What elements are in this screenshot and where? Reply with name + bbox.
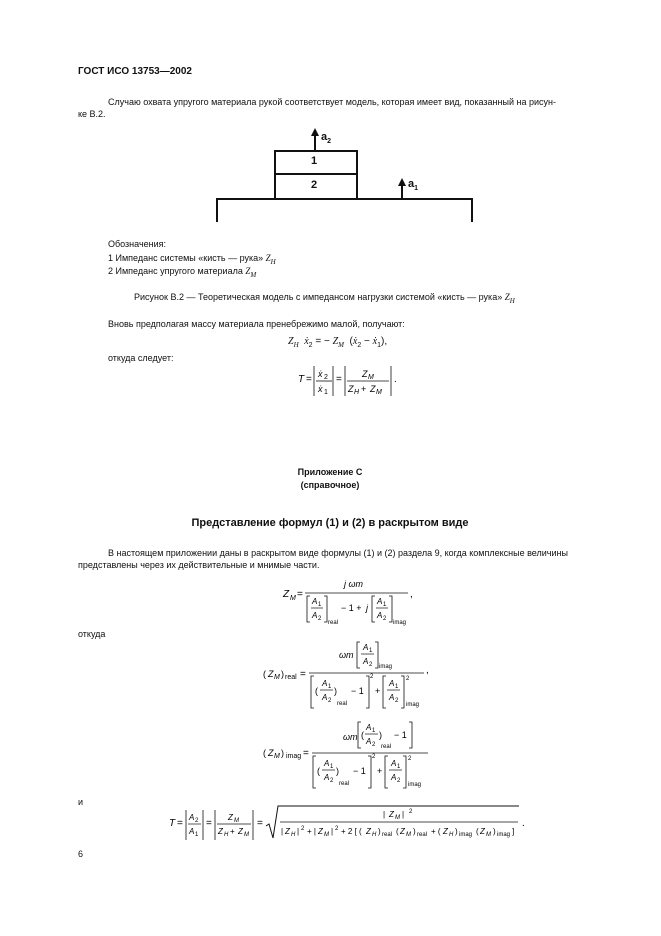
svg-text:1: 1 [328,684,332,690]
svg-text:M: M [406,832,411,838]
svg-text:2: 2 [370,674,374,680]
svg-text:H: H [372,832,377,838]
svg-text:M: M [376,389,382,396]
svg-text:A: A [391,773,397,782]
svg-text:real: real [285,674,297,681]
svg-text:Z: Z [400,827,405,836]
svg-text:imag: imag [379,664,393,670]
svg-text:+: + [377,766,383,776]
legend-item-2-text: 2 Импеданс упругого материала [108,266,243,276]
svg-text:=: = [257,818,263,829]
svg-text:2: 2 [330,778,334,784]
para-again: Вновь предполагая массу материала пренебрежимо малой, получают: [108,319,405,329]
svg-text:2: 2 [383,616,387,622]
svg-text:1: 1 [383,602,387,608]
svg-text:1: 1 [395,684,399,690]
svg-text:=: = [303,748,309,759]
svg-text:Z: Z [443,827,448,836]
svg-text:M: M [290,595,296,602]
svg-text:2: 2 [369,662,373,668]
svg-text:imag: imag [286,753,302,760]
svg-text:): ) [493,827,496,836]
caption-sub: H [509,296,515,305]
svg-text:2: 2 [195,818,199,824]
svg-text:(: ( [361,730,364,740]
svg-text:): ) [413,827,416,836]
body-line-2: представлены через их действительные и мнимые части. [78,560,320,570]
svg-text:A: A [389,693,395,702]
svg-text:=: = [206,818,212,829]
svg-text:A: A [363,643,369,652]
svg-text:real: real [337,701,348,707]
caption-sym: Z [504,292,510,302]
svg-text:A: A [377,597,383,606]
svg-text:Z: Z [348,384,354,394]
svg-text:=: = [336,374,342,385]
svg-text:1: 1 [372,728,376,734]
svg-text:Z: Z [228,813,233,822]
svg-text:M: M [244,832,249,838]
svg-text:ẋ: ẋ [318,384,323,394]
svg-text:A: A [377,611,383,620]
svg-text:Z: Z [283,589,290,600]
svg-text:1: 1 [195,832,199,838]
svg-text:Z: Z [480,827,485,836]
section-title: Представление формул (1) и (2) в раскрытом виде [191,517,469,529]
a2-sub: 2 [327,138,332,146]
svg-text:H: H [224,832,229,838]
svg-text:real: real [328,620,339,626]
svg-text:A: A [389,679,395,688]
svg-text:.: . [394,374,397,385]
svg-text:): ) [378,827,381,836]
body-line-1: В настоящем приложении даны в раскрытом виде формулы (1) и (2) раздела 9, когда комплексные величины [108,548,568,558]
svg-text:|: | [331,827,334,836]
svg-text:− 1: − 1 [353,766,366,776]
svg-text:A: A [322,679,328,688]
svg-text:H: H [449,832,454,838]
svg-text:imag: imag [408,782,422,788]
svg-text:imag: imag [406,702,420,708]
svg-text:): ) [455,827,458,836]
svg-text:Z: Z [362,369,368,379]
svg-text:Z: Z [218,827,223,836]
document-header: ГОСТ ИСО 13753—2002 [78,66,192,77]
block-2-label: 2 [311,179,318,191]
svg-text:2: 2 [372,754,376,760]
svg-text:imag: imag [497,832,511,838]
formula-impedance-balance: $Z_H$ $ẋ_2$ = − $Z_M$ ($ẋ_2$ − $ẋ_1$), [288,336,388,349]
svg-text:=: = [177,818,183,829]
svg-text:=: = [297,589,303,600]
svg-text:): ) [334,686,337,696]
svg-text:]: ] [512,827,515,836]
svg-text:ẋ: ẋ [318,369,323,379]
and-text: и [78,797,84,807]
svg-text:2: 2 [324,374,328,381]
a1-sub: 1 [414,185,419,193]
svg-text:A: A [363,657,369,666]
svg-text:A: A [322,693,328,702]
svg-text:(: ( [476,827,479,836]
svg-text:M: M [324,832,329,838]
a1-base: a [408,178,415,190]
svg-text:M: M [274,753,280,760]
legend-item-1-text: 1 Импеданс системы «кисть — рука» [108,253,264,263]
a2-base: a [321,131,328,143]
svg-text:Z: Z [366,827,371,836]
svg-text:2: 2 [372,742,376,748]
svg-text:1: 1 [397,764,401,770]
svg-text:− 1: − 1 [351,686,364,696]
svg-text:− 1: − 1 [394,730,407,740]
svg-text:=: = [300,669,306,680]
svg-text:Z: Z [268,748,274,758]
svg-text:1: 1 [369,648,373,654]
svg-text:H: H [354,389,360,396]
legend-title: Обозначения: [108,239,167,249]
svg-text:(: ( [317,766,320,776]
svg-text:=: = [306,374,312,385]
svg-text:+: + [361,384,367,394]
intro-line-2: ке В.2. [78,109,106,119]
svg-text:M: M [486,832,491,838]
svg-text:2: 2 [395,698,399,704]
page-number: 6 [78,849,84,859]
svg-text:− 1 +: − 1 + [341,603,362,613]
svg-text:H: H [291,832,296,838]
svg-text:Z: Z [389,810,394,819]
legend-item-2-sub: M [250,270,257,279]
svg-text:|: | [297,827,300,836]
svg-text:A: A [324,759,330,768]
svg-text:M: M [274,674,280,681]
svg-text:imag: imag [459,832,473,838]
svg-text:2: 2 [301,826,305,832]
svg-text:): ) [281,669,284,679]
svg-text:Z: Z [285,827,290,836]
svg-text:+: + [375,686,381,696]
svg-text:imag: imag [393,620,407,626]
svg-text:2: 2 [397,778,401,784]
caption-text: Рисунок В.2 — Теоретическая модель с импедансом нагрузки системой «кисть — рука» [134,292,503,302]
svg-text:real: real [339,781,350,787]
svg-text:Z: Z [370,384,376,394]
svg-text:,: , [410,589,413,600]
svg-text:A: A [312,597,318,606]
svg-text:Z: Z [238,827,243,836]
svg-text:(: ( [396,827,399,836]
svg-text:(: ( [315,686,318,696]
svg-text:(: ( [263,669,266,679]
svg-text:+: + [230,827,235,836]
svg-text:2: 2 [335,826,339,832]
whence-text: откуда следует: [108,353,174,363]
legend-item-1-sub: H [270,257,276,266]
svg-text:real: real [381,744,392,750]
svg-text:): ) [281,748,284,758]
otkuda-text: откуда [78,629,106,639]
svg-text:A: A [366,737,372,746]
svg-text:A: A [189,827,195,836]
svg-text:+ 2 [ (: + 2 [ ( [341,827,362,836]
svg-text:Z: Z [268,669,274,679]
svg-text:A: A [324,773,330,782]
svg-text:Z: Z [318,827,323,836]
svg-text:|: | [383,810,386,819]
svg-text:A: A [366,723,372,732]
svg-text:j ωm: j ωm [344,579,364,589]
legend-item-1-sym: Z [265,253,271,263]
svg-text:T: T [298,374,305,385]
svg-text:(: ( [263,748,266,758]
svg-text:): ) [379,730,382,740]
svg-text:2: 2 [408,756,412,762]
svg-text:1: 1 [324,389,328,396]
svg-text:|: | [402,810,405,819]
svg-text:real: real [417,832,428,838]
svg-text:,: , [426,665,429,676]
svg-text:+ (: + ( [431,827,441,836]
svg-text:1: 1 [330,764,334,770]
block-1-label: 1 [311,155,318,167]
svg-text:T: T [169,818,176,829]
svg-text:2: 2 [406,676,410,682]
svg-text:A: A [189,813,195,822]
svg-text:ωm: ωm [339,650,354,660]
svg-text:A: A [312,611,318,620]
svg-text:+ |: + | [307,827,316,836]
svg-text:M: M [395,815,400,821]
svg-text:): ) [336,766,339,776]
svg-text:real: real [382,832,393,838]
svg-text:j: j [366,603,368,613]
svg-text:2: 2 [328,698,332,704]
svg-text:2: 2 [318,616,322,622]
svg-text:ωm: ωm [343,732,358,742]
svg-text:2: 2 [409,809,413,815]
svg-text:.: . [522,818,525,829]
legend-item-2-sym: Z [245,266,251,276]
appendix-note: (справочное) [300,480,360,490]
appendix-title: Приложение С [297,467,363,477]
svg-text:M: M [234,818,239,824]
intro-line-1: Случаю охвата упругого материала рукой соответствует модель, которая имеет вид, показанный на рисун- [108,97,556,107]
svg-text:|: | [281,827,284,836]
svg-text:A: A [391,759,397,768]
svg-text:M: M [368,374,374,381]
svg-text:1: 1 [318,602,322,608]
